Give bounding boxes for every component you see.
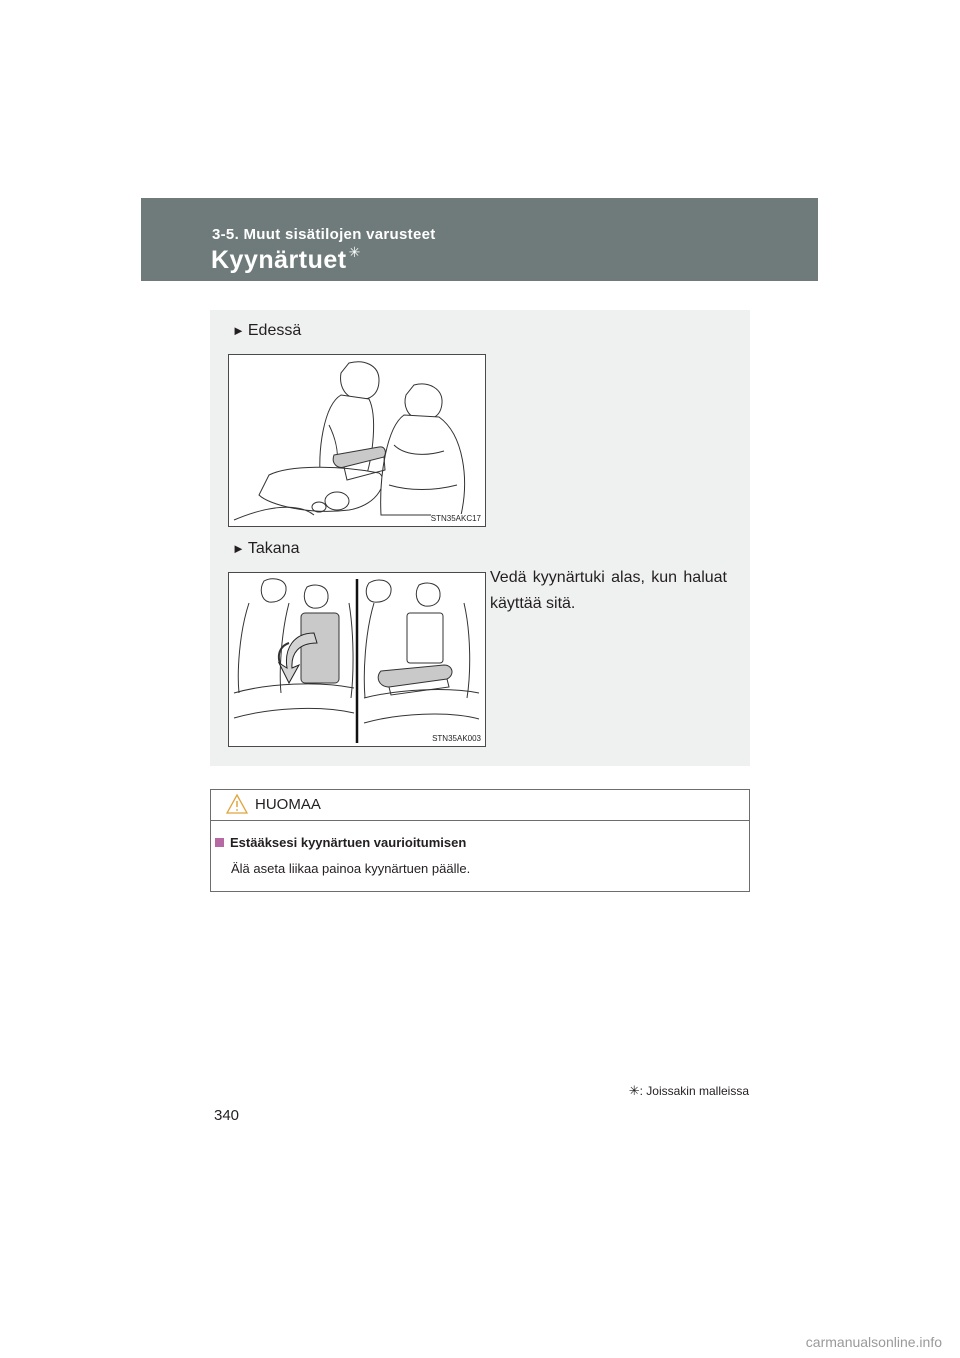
front-heading <box>232 322 301 340</box>
caution-header <box>211 790 749 821</box>
footnote <box>560 1083 749 1099</box>
caution-text: Älä aseta liikaa painoa kyynärtuen päälle. <box>231 861 471 876</box>
rear-description: Vedä kyynärtuki alas, kun haluat käyttää sitä. <box>490 569 727 612</box>
rear-heading-label: Takana <box>247 540 300 557</box>
footnote-text: : Joissakin malleissa <box>639 1084 749 1098</box>
caution-bullet <box>215 835 466 850</box>
section-header <box>141 198 818 281</box>
triangle-right-icon: ► <box>232 541 245 556</box>
front-armrest-illustration <box>228 354 486 527</box>
page-number: 340 <box>214 1107 240 1124</box>
section-label: 3-5. Muut sisätilojen varusteet <box>212 226 436 243</box>
rear-figure-code: STN35AK003 <box>432 734 481 743</box>
front-seats-drawing <box>229 355 485 526</box>
front-figure-code: STN35AKC17 <box>430 514 481 523</box>
rear-armrest-illustration <box>228 572 486 747</box>
content-box <box>210 310 750 766</box>
front-heading-label: Edessä <box>247 322 302 339</box>
triangle-right-icon: ► <box>232 323 245 338</box>
rear-heading <box>232 540 299 558</box>
asterisk-icon: ✳ <box>348 244 361 260</box>
caution-title: HUOMAA <box>255 796 321 813</box>
caution-box <box>210 789 750 892</box>
page-title <box>211 246 361 275</box>
bullet-square-icon <box>215 838 224 847</box>
caution-bullet-text: Estääksesi kyynärtuen vaurioitumisen <box>230 835 467 850</box>
warning-triangle-icon <box>226 794 248 814</box>
rear-seats-drawing <box>229 573 485 746</box>
watermark: carmanualsonline.info <box>805 1334 942 1350</box>
asterisk-icon: ✳ <box>628 1083 640 1098</box>
page-title-text: Kyynärtuet <box>211 246 347 274</box>
